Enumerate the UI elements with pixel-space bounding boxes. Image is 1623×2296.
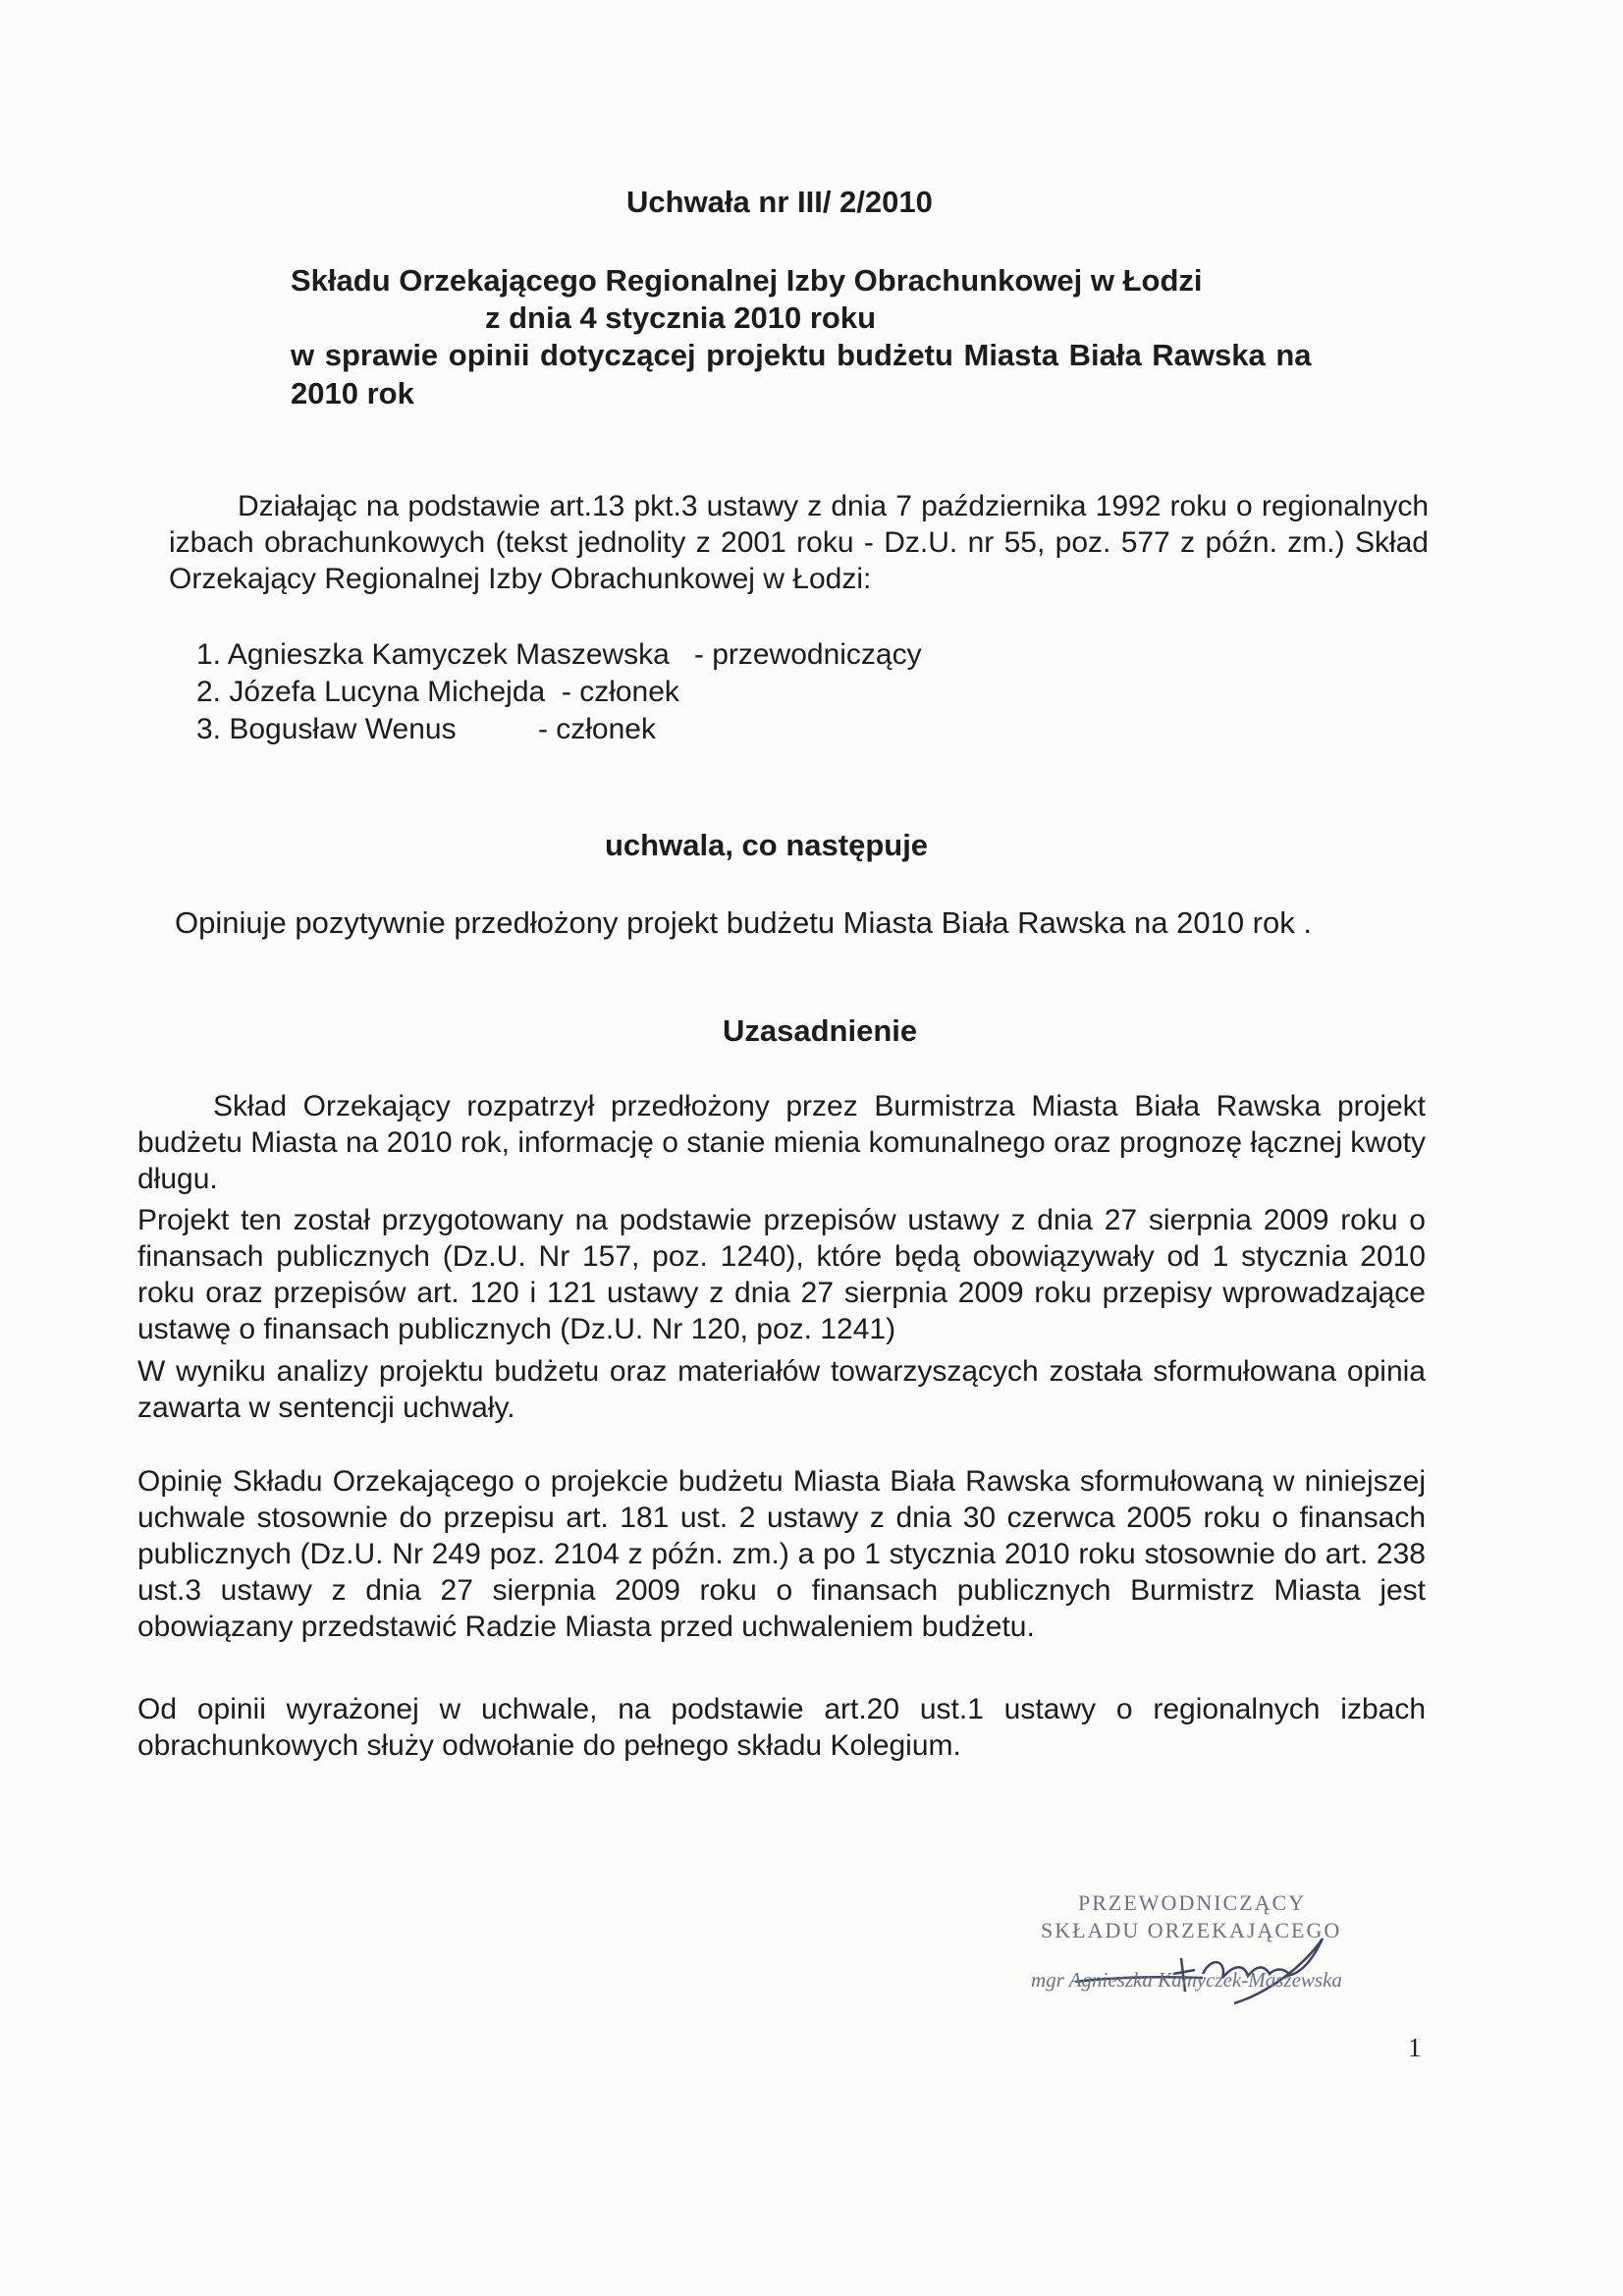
resolves-heading: uchwala, co następuje [605, 828, 929, 862]
justification-paragraph-5: Od opinii wyrażonej w uchwale, na podstawie art.20 ust.1 ustawy o regionalnych izbach obrachunkowych służy odwołanie do pełnego składu Kolegium. [137, 1693, 1426, 1762]
justification-paragraph-3: W wyniku analizy projektu budżetu oraz materiałów towarzyszących została sformułowana opinia zawarta w sentencji uchwały. [137, 1355, 1426, 1424]
member-item: 3. Bogusław Wenus - członek [196, 713, 656, 745]
stamp-line-1: PRZEWODNICZĄCY [1078, 1890, 1307, 1915]
justification-heading: Uzasadnienie [723, 1013, 918, 1048]
subtitle-line-1: Składu Orzekającego Regionalnej Izby Obrachunkowej w Łodzi [291, 263, 1203, 298]
decision-text: Opiniuje pozytywnie przedłożony projekt budżetu Miasta Biała Rawska na 2010 rok . [175, 905, 1312, 940]
justification-paragraph-1: Skład Orzekający rozpatrzył przedłożony przez Burmistrza Miasta Biała Rawska projekt budżetu Miasta na 2010 rok, informację o stanie mienia komunalnego oraz prognozę łącznej kwoty długu. [137, 1090, 1426, 1195]
intro-paragraph: Działając na podstawie art.13 pkt.3 ustawy z dnia 7 października 1992 roku o regionalnych izbach obrachunkowych (tekst jednolity z 2001 roku - Dz.U. nr 55, poz. 577 z późn. zm.) Skład Orzekający Regionalnej Izby Obrachunkowej w Łodzi: [169, 490, 1429, 595]
page-number: 1 [1408, 2033, 1422, 2062]
member-item: 1. Agnieszka Kamyczek Maszewska - przewodniczący [196, 638, 922, 671]
member-item: 2. Józefa Lucyna Michejda - członek [196, 676, 679, 708]
justification-paragraph-2: Projekt ten został przygotowany na podstawie przepisów ustawy z dnia 27 sierpnia 2009 roku o finansach publicznych (Dz.U. Nr 157, poz. 1240), które będą obowiązywały od 1 stycznia 2010 roku oraz przepisów art. 120 i 121 ustawy z dnia 27 sierpnia 2009 roku przepisy wprowadzające ustawę o finansach publicznych (Dz.U. Nr 120, poz. 1241) [137, 1204, 1426, 1345]
justification-paragraph-4: Opinię Składu Orzekającego o projekcie budżetu Miasta Biała Rawska sformułowaną w niniejszej uchwale stosownie do przepisu art. 181 ust. 2 ustawy z dnia 30 czerwca 2005 roku o finansach publicznych (Dz.U. Nr 249 poz. 2104 z późn. zm.) a po 1 stycznia 2010 roku stosownie do art. 238 ust.3 ustawy z dnia 27 sierpnia 2009 roku o finansach publicznych Burmistrz Miasta jest obowiązany przedstawić Radzie Miasta przed uchwaleniem budżetu. [137, 1465, 1426, 1643]
stamp-line-2: SKŁADU ORZEKAJĄCEGO [1041, 1918, 1342, 1942]
subtitle-line-3: w sprawie opinii dotyczącej projektu budżetu Miasta Biała Rawska na [291, 338, 1312, 372]
members-list [196, 636, 922, 748]
subtitle-line-4: 2010 rok [291, 376, 414, 410]
resolution-title: Uchwała nr III/ 2/2010 [626, 185, 933, 219]
subtitle-line-2: z dnia 4 stycznia 2010 roku [485, 301, 877, 335]
signer-name: mgr Agnieszka Kamyczek-Maszewska [1031, 1968, 1342, 1992]
